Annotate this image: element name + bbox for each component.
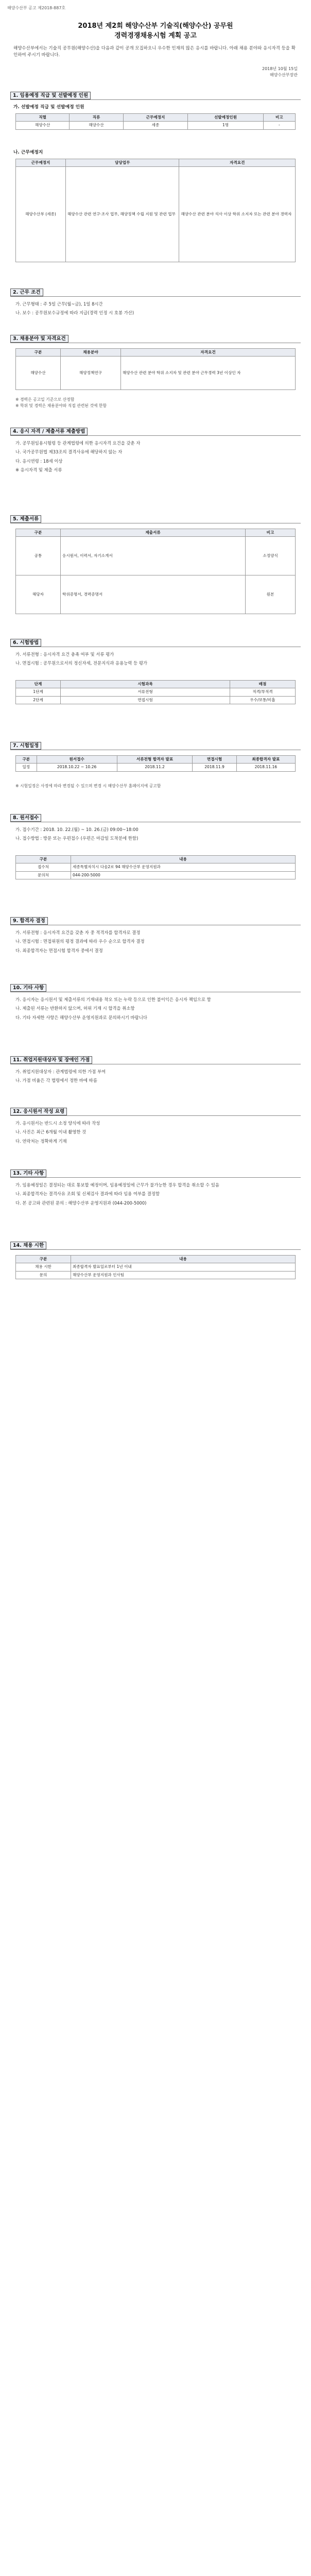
section-8-body: 가. 접수기간 : 2018. 10. 22.(월) ~ 10. 26.(금) 09:00~18:00 나. 접수방법 : 방문 또는 우편접수 (우편은 마감일 도착분에 한함) (15, 827, 139, 841)
issuer-block (262, 66, 298, 79)
table-schedule: 구분 원서접수 서류전형 합격자 발표 면접시험 최종합격자 발표 일정 2018.10.22 ~ 10.26 2018.11.2 2018.11.9 2018.11.16 (15, 755, 296, 772)
table-deadline: 구분 내용 채용 시한 최종합격자 발표일로부터 1년 이내 문의 해양수산부 운영지원과 인사팀 (15, 1255, 296, 1279)
table-qualification: 구분 채용분야 자격요건 해양수산 해양정책연구 해양수산 관련 분야 학위 소지자 및 관련 분야 근무경력 3년 이상인 자 (15, 348, 296, 390)
section-9-heading: 9. 합격자 결정 (10, 917, 301, 925)
table-application: 구분 내용 접수처 세종특별자치시 다솜2로 94 해양수산부 운영지원과 문의처 044-200-5000 (15, 855, 296, 879)
section-3-heading: 3. 채용분야 및 자격요건 (10, 335, 301, 343)
table-row: 공통 응시원서, 이력서, 자기소개서 소정양식 (16, 537, 296, 575)
table-row: 접수처 세종특별자치시 다솜2로 94 해양수산부 운영지원과 (16, 863, 296, 871)
table-row: 채용 시한 최종합격자 발표일로부터 1년 이내 (16, 1263, 296, 1271)
section-13-body: 가. 임용예정일은 결정되는 대로 통보할 예정이며, 임용예정일에 근무가 불가능한 경우 합격을 취소할 수 있음 나. 최종합격자는 결격사유 조회 및 신체검사 결과에 따라 임용 여부를 결정함 다. 본 공고와 관련된 문의 : 해양수산부 운영지원과 (044-200-5000) (15, 1182, 219, 1206)
section-5-heading: 5. 제출서류 (10, 515, 301, 523)
title-line-1: 2018년 제2회 해양수산부 기술직(해양수산) 공무원 (78, 22, 233, 30)
notice-number: 해양수산부 공고 제2018-887호 (7, 6, 66, 10)
table-row: 문의 해양수산부 운영지원과 인사팀 (16, 1271, 296, 1279)
section-14-heading: 14. 채용 시한 (10, 1242, 301, 1250)
section-1-sub-1: 가. 선발예정 직급 및 선발예정 인원 (13, 105, 84, 110)
section-13-heading: 13. 기타 사항 (10, 1170, 301, 1178)
section-2-heading: 2. 근무 조건 (10, 289, 301, 297)
document-title (0, 22, 311, 41)
section-1-heading: 1. 임용예정 직급 및 선발예정 인원 (10, 92, 301, 100)
table-exam-method: 단계 시험과목 배점 1단계 서류전형 적격/부적격 2단계 면접시험 우수/보통/미흡 (15, 680, 296, 704)
section-8-heading: 8. 원서접수 (10, 814, 301, 822)
section-2-body: 가. 근무형태 : 주 5일 근무(월~금), 1일 8시간 나. 보수 : 공무원보수규정에 따라 지급(경력 인정 시 호봉 가산) (15, 301, 134, 316)
table-row: 해양수산부 (세종) 해양수산 관련 연구·조사 업무, 해양정책 수립 지원 및 관련 업무 해양수산 관련 분야 석사 이상 학위 소지자 또는 관련 분야 경력자 (16, 167, 296, 262)
section-9-body: 가. 서류전형 : 응시자격 요건을 갖춘 자 중 적격자를 합격자로 결정 나. 면접시험 : 면접위원의 평정 결과에 따라 우수 순으로 합격자 결정 다. 최종합격자는 면접시험 합격자 중에서 결정 (15, 930, 145, 953)
section-12-body: 가. 응시원서는 반드시 소정 양식에 따라 작성 나. 사진은 최근 6개월 이내 촬영한 것 다. 연락처는 정확하게 기재 (15, 1121, 100, 1144)
table-row: 문의처 044-200-5000 (16, 871, 296, 879)
intro-text: 해양수산부에서는 기술직 공무원(해양수산)을 다음과 같이 공개 모집하오니 우수한 인재의 많은 응시를 바랍니다. 아래 채용 분야와 응시자격 등을 확인하여 주시기 바랍니다. (13, 46, 296, 58)
table-workplace: 근무예정지 담당업무 자격요건 해양수산부 (세종) 해양수산 관련 연구·조사 업무, 해양정책 수립 지원 및 관련 업무 해양수산 관련 분야 석사 이상 학위 소지자 또는 관련 분야 경력자 (15, 159, 296, 262)
title-line-2: 경력경쟁채용시험 계획 공고 (114, 31, 197, 40)
table-documents: 구분 제출서류 비고 공통 응시원서, 이력서, 자기소개서 소정양식 해당자 학위증명서, 경력증명서 원본 (15, 529, 296, 614)
section-10-heading: 10. 기타 사항 (10, 984, 301, 992)
section-11-heading: 11. 취업지원대상자 및 장애인 가점 (10, 1056, 301, 1064)
section-4-heading: 4. 응시 자격 / 제출서류 제출방법 (10, 428, 301, 436)
issuer-name: 해양수산부장관 (269, 73, 298, 78)
table-row: 일정 2018.10.22 ~ 10.26 2018.11.2 2018.11.9 2018.11.16 (16, 764, 296, 771)
section-4-body: 가. 공무원임용시험령 등 관계법령에 의한 응시자격 요건을 갖춘 자 나. 국가공무원법 제33조의 결격사유에 해당하지 않는 자 다. 응시연령 : 18세 이상 ※ 응시자격 및 제출 서류 (15, 440, 141, 473)
section-10-body: 가. 응시자는 응시원서 및 제출서류의 기재내용 착오 또는 누락 등으로 인한 불이익은 응시자 책임으로 함 나. 제출된 서류는 반환하지 않으며, 허위 기재 시 합격을 취소함 다. 기타 자세한 사항은 해양수산부 운영지원과로 문의하시기 바랍니다 (15, 997, 211, 1020)
section-7-notes: ※ 시험일정은 사정에 따라 변경될 수 있으며 변경 시 해양수산부 홈페이지에 공고함 (15, 784, 161, 788)
section-6-heading: 6. 시험방법 (10, 639, 301, 647)
table-positions: 직렬 직류 근무예정지 선발예정인원 비고 해양수산 해양수산 세종 1명 - (15, 113, 296, 130)
table-row: 해당자 학위증명서, 경력증명서 원본 (16, 575, 296, 614)
table-row: 해양수산 해양수산 세종 1명 - (16, 122, 296, 129)
section-7-heading: 7. 시험일정 (10, 742, 301, 750)
table-row: 해양수산 해양정책연구 해양수산 관련 분야 학위 소지자 및 관련 분야 근무경력 3년 이상인 자 (16, 357, 296, 390)
section-12-heading: 12. 응시원서 작성 요령 (10, 1108, 301, 1116)
issue-date: 2018년 10월 15일 (262, 66, 298, 71)
table-row: 1단계 서류전형 적격/부적격 (16, 688, 296, 696)
section-3-notes: ※ 경력은 공고일 기준으로 산정함 ※ 학위 및 경력은 채용분야와 직접 관련된 것에 한함 (15, 397, 107, 408)
section-1-sub-2: 나. 근무예정지 (13, 150, 43, 155)
table-row: 2단계 면접시험 우수/보통/미흡 (16, 696, 296, 704)
section-6-body: 가. 서류전형 : 응시자격 요건 충족 여부 및 서류 평가 나. 면접시험 : 공무원으로서의 정신자세, 전문지식과 응용능력 등 평가 (15, 652, 147, 666)
section-11-body: 가. 취업지원대상자 : 관계법령에 의한 가점 부여 나. 가점 비율은 각 법령에서 정한 바에 따름 (15, 1069, 106, 1083)
